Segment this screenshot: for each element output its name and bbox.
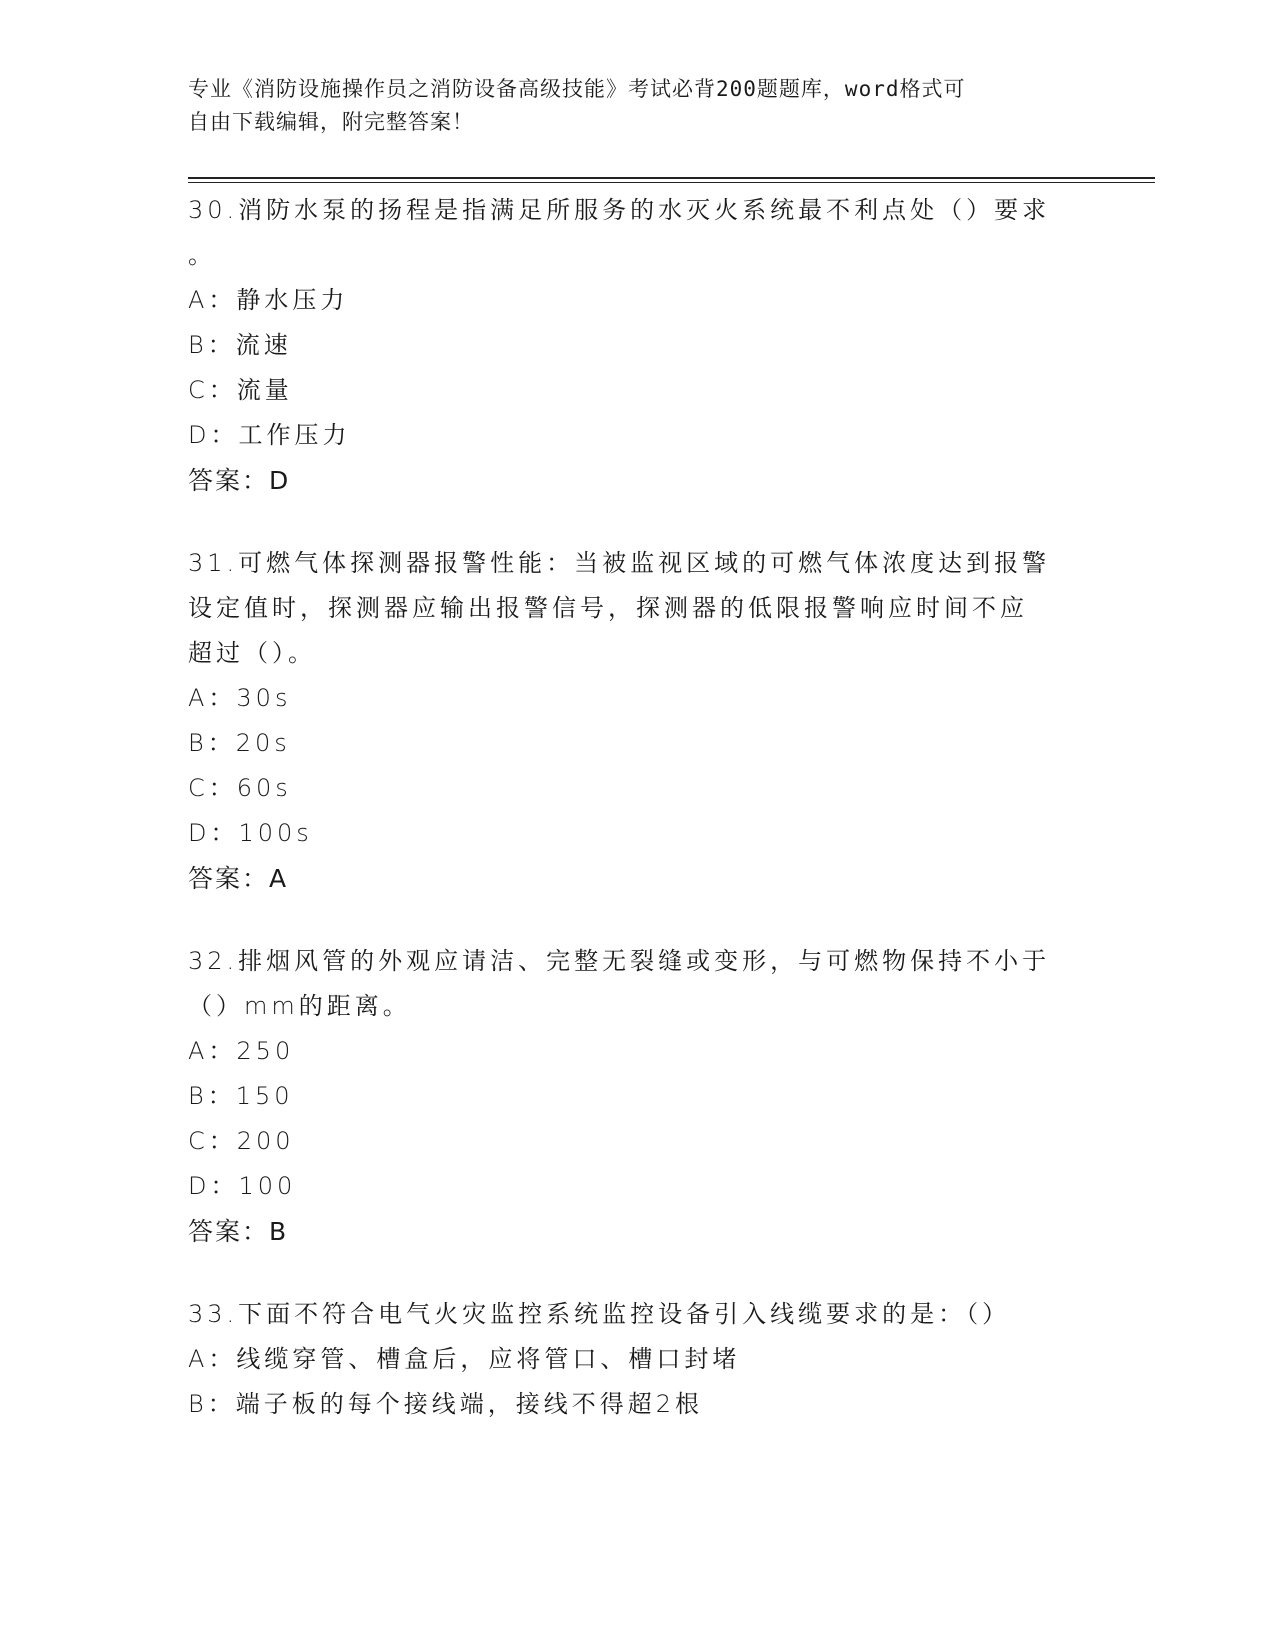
question-text-line: 超过（）。 (188, 639, 316, 667)
header-divider-thin (188, 182, 1155, 183)
answer-line: 答案：D (188, 466, 291, 495)
option-d: D：100 (188, 1172, 297, 1200)
question-text-line: （）mm的距离。 (188, 992, 411, 1020)
document-header (188, 73, 1068, 139)
question-31 (188, 541, 1088, 901)
option-a: A：线缆穿管、槽盒后，应将管口、槽口封堵 (188, 1345, 741, 1373)
answer-line: 答案：B (188, 1217, 289, 1246)
question-text-line: 30.消防水泵的扬程是指满足所服务的水灭火系统最不利点处（）要求 (188, 196, 1051, 224)
question-list (188, 188, 1088, 1465)
question-text-line: 31.可燃气体探测器报警性能：当被监视区域的可燃气体浓度达到报警 (188, 549, 1051, 577)
option-b: B：端子板的每个接线端，接线不得超2根 (188, 1390, 703, 1418)
question-30 (188, 188, 1088, 503)
option-a: A：250 (188, 1037, 295, 1065)
question-text-line: 33.下面不符合电气火灾监控系统监控设备引入线缆要求的是：（） (188, 1300, 1011, 1328)
option-d: D：100s (188, 819, 313, 847)
option-d: D：工作压力 (188, 421, 351, 449)
option-c: C：60s (188, 774, 292, 802)
question-33 (188, 1292, 1088, 1427)
question-32 (188, 939, 1088, 1254)
question-text-line: 。 (188, 241, 216, 269)
option-b: B：150 (188, 1082, 294, 1110)
option-b: B：20s (188, 729, 291, 757)
question-text-line: 32.排烟风管的外观应请洁、完整无裂缝或变形，与可燃物保持不小于 (188, 947, 1051, 975)
option-b: B：流速 (188, 331, 292, 359)
header-line-2: 自由下载编辑，附完整答案！ (188, 110, 474, 134)
header-divider-thick (188, 177, 1155, 179)
option-a: A：静水压力 (188, 286, 349, 314)
question-text-line: 设定值时，探测器应输出报警信号，探测器的低限报警响应时间不应 (188, 594, 1028, 622)
answer-line: 答案：A (188, 864, 289, 893)
header-line-1: 专业《消防设施操作员之消防设备高级技能》考试必背200题题库，word格式可 (188, 77, 966, 101)
option-c: C：200 (188, 1127, 295, 1155)
option-a: A：30s (188, 684, 292, 712)
option-c: C：流量 (188, 376, 293, 404)
